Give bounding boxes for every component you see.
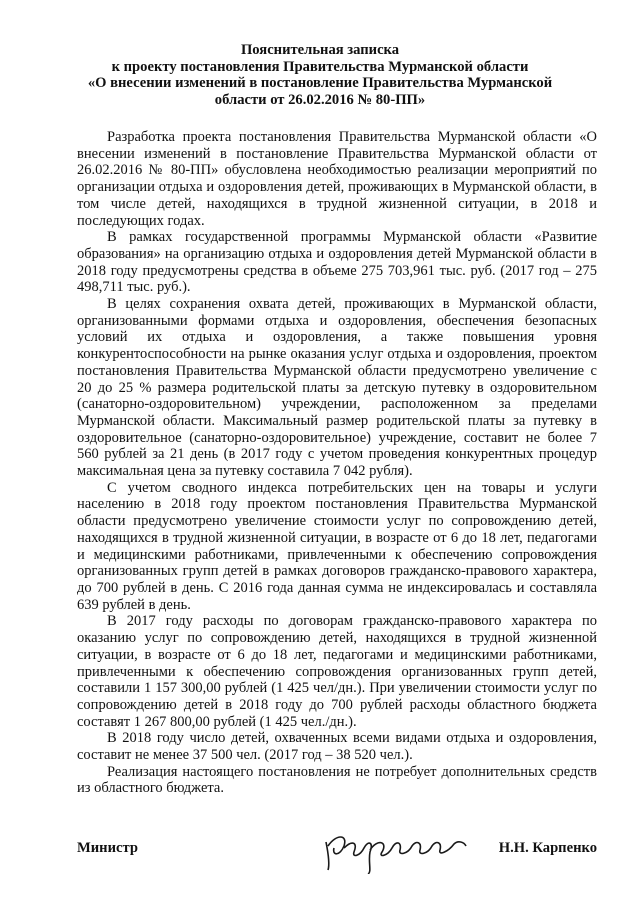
paragraph-7: Реализация настоящего постановления не потребует дополнительных средств из областного бюджета.: [77, 763, 597, 797]
title-line-1: Пояснительная записка: [240, 42, 400, 58]
paragraph-2: В рамках государственной программы Мурманской области «Развитие образования» на организацию отдыха и оздоровления детей Мурманской области в 2018 году предусмотрены средства в объеме 275 703,961 тыс. руб. (2017 год – 275 498,711 тыс. руб.).: [77, 229, 597, 296]
document-body: [77, 129, 597, 797]
document-title: [0, 42, 640, 108]
title-line-2: к проекту постановления Правительства Мурманской области: [111, 58, 529, 75]
signatory-position: Министр: [77, 840, 138, 856]
title-line-4: области от 26.02.2016 № 80-ПП»: [214, 91, 426, 108]
paragraph-4: С учетом сводного индекса потребительских цен на товары и услуги населению в 2018 году проектом постановления Правительства Мурманской области предусмотрено увеличение стоимости услуг по сопровождению детей, находящихся в трудной жизненной ситуации, в возрасте от 6 до 18 лет, педагогами и медицинскими работниками, привлеченными к обеспечению сопровождения организованных групп детей в рамках договоров гражданско-правового характера, до 700 рублей в день. С 2016 года данная сумма не индексировалась и составляла 639 рублей в день.: [77, 479, 597, 613]
paragraph-3: В целях сохранения охвата детей, проживающих в Мурманской области, организованными формами отдыха и оздоровления, обеспечения безопасных условий их отдыха и оздоровления, а также повышения уровня конкурентоспособности на рынке оказания услуг отдыха и оздоровления, проектом постановления Правительства Мурманской области предусмотрено увеличение с 20 до 25 % размера родительской платы за детскую путевку в оздоровительном (санаторно-оздоровительном) учреждении, расположенном за пределами Мурманской области. Максимальный размер родительской платы за путевку в оздоровительное (санаторно-оздоровительное) учреждение, составит не более 7 560 рублей за 21 день (в 2017 году с учетом проведения конкурентных процедур максимальная цена за путевку составила 7 042 рубля).: [77, 296, 597, 480]
signatory-name: Н.Н. Карпенко: [498, 840, 597, 856]
title-line-3: «О внесении изменений в постановление Правительства Мурманской: [87, 75, 553, 91]
paragraph-6: В 2018 году число детей, охваченных всеми видами отдыха и оздоровления, составит не менее 37 500 чел. (2017 год – 38 520 чел.).: [77, 730, 597, 764]
handwritten-signature: [318, 812, 470, 874]
paragraph-5: В 2017 году расходы по договорам гражданско-правового характера по оказанию услуг по сопровождению детей, находящихся в трудной жизненной ситуации, в возрасте от 6 до 18 лет, педагогами и медицинскими работниками, привлеченными к обеспечению сопровождения организованных групп детей, составили 1 157 300,00 рублей (1 425 чел/дн.). При увеличении стоимости услуг по сопровождению детей в 2018 году до 700 рублей расходы областного бюджета составят 1 267 800,00 рублей (1 425 чел./дн.).: [77, 613, 597, 730]
paragraph-1: Разработка проекта постановления Правительства Мурманской области «О внесении изменений в постановление Правительства Мурманской области от 26.02.2016 № 80-ПП» обусловлена необходимостью реализации мероприятий по организации отдыха и оздоровления детей, проживающих в Мурманской области, в том числе детей, находящихся в трудной жизненной ситуации, в 2018 и последующих годах.: [77, 129, 597, 229]
